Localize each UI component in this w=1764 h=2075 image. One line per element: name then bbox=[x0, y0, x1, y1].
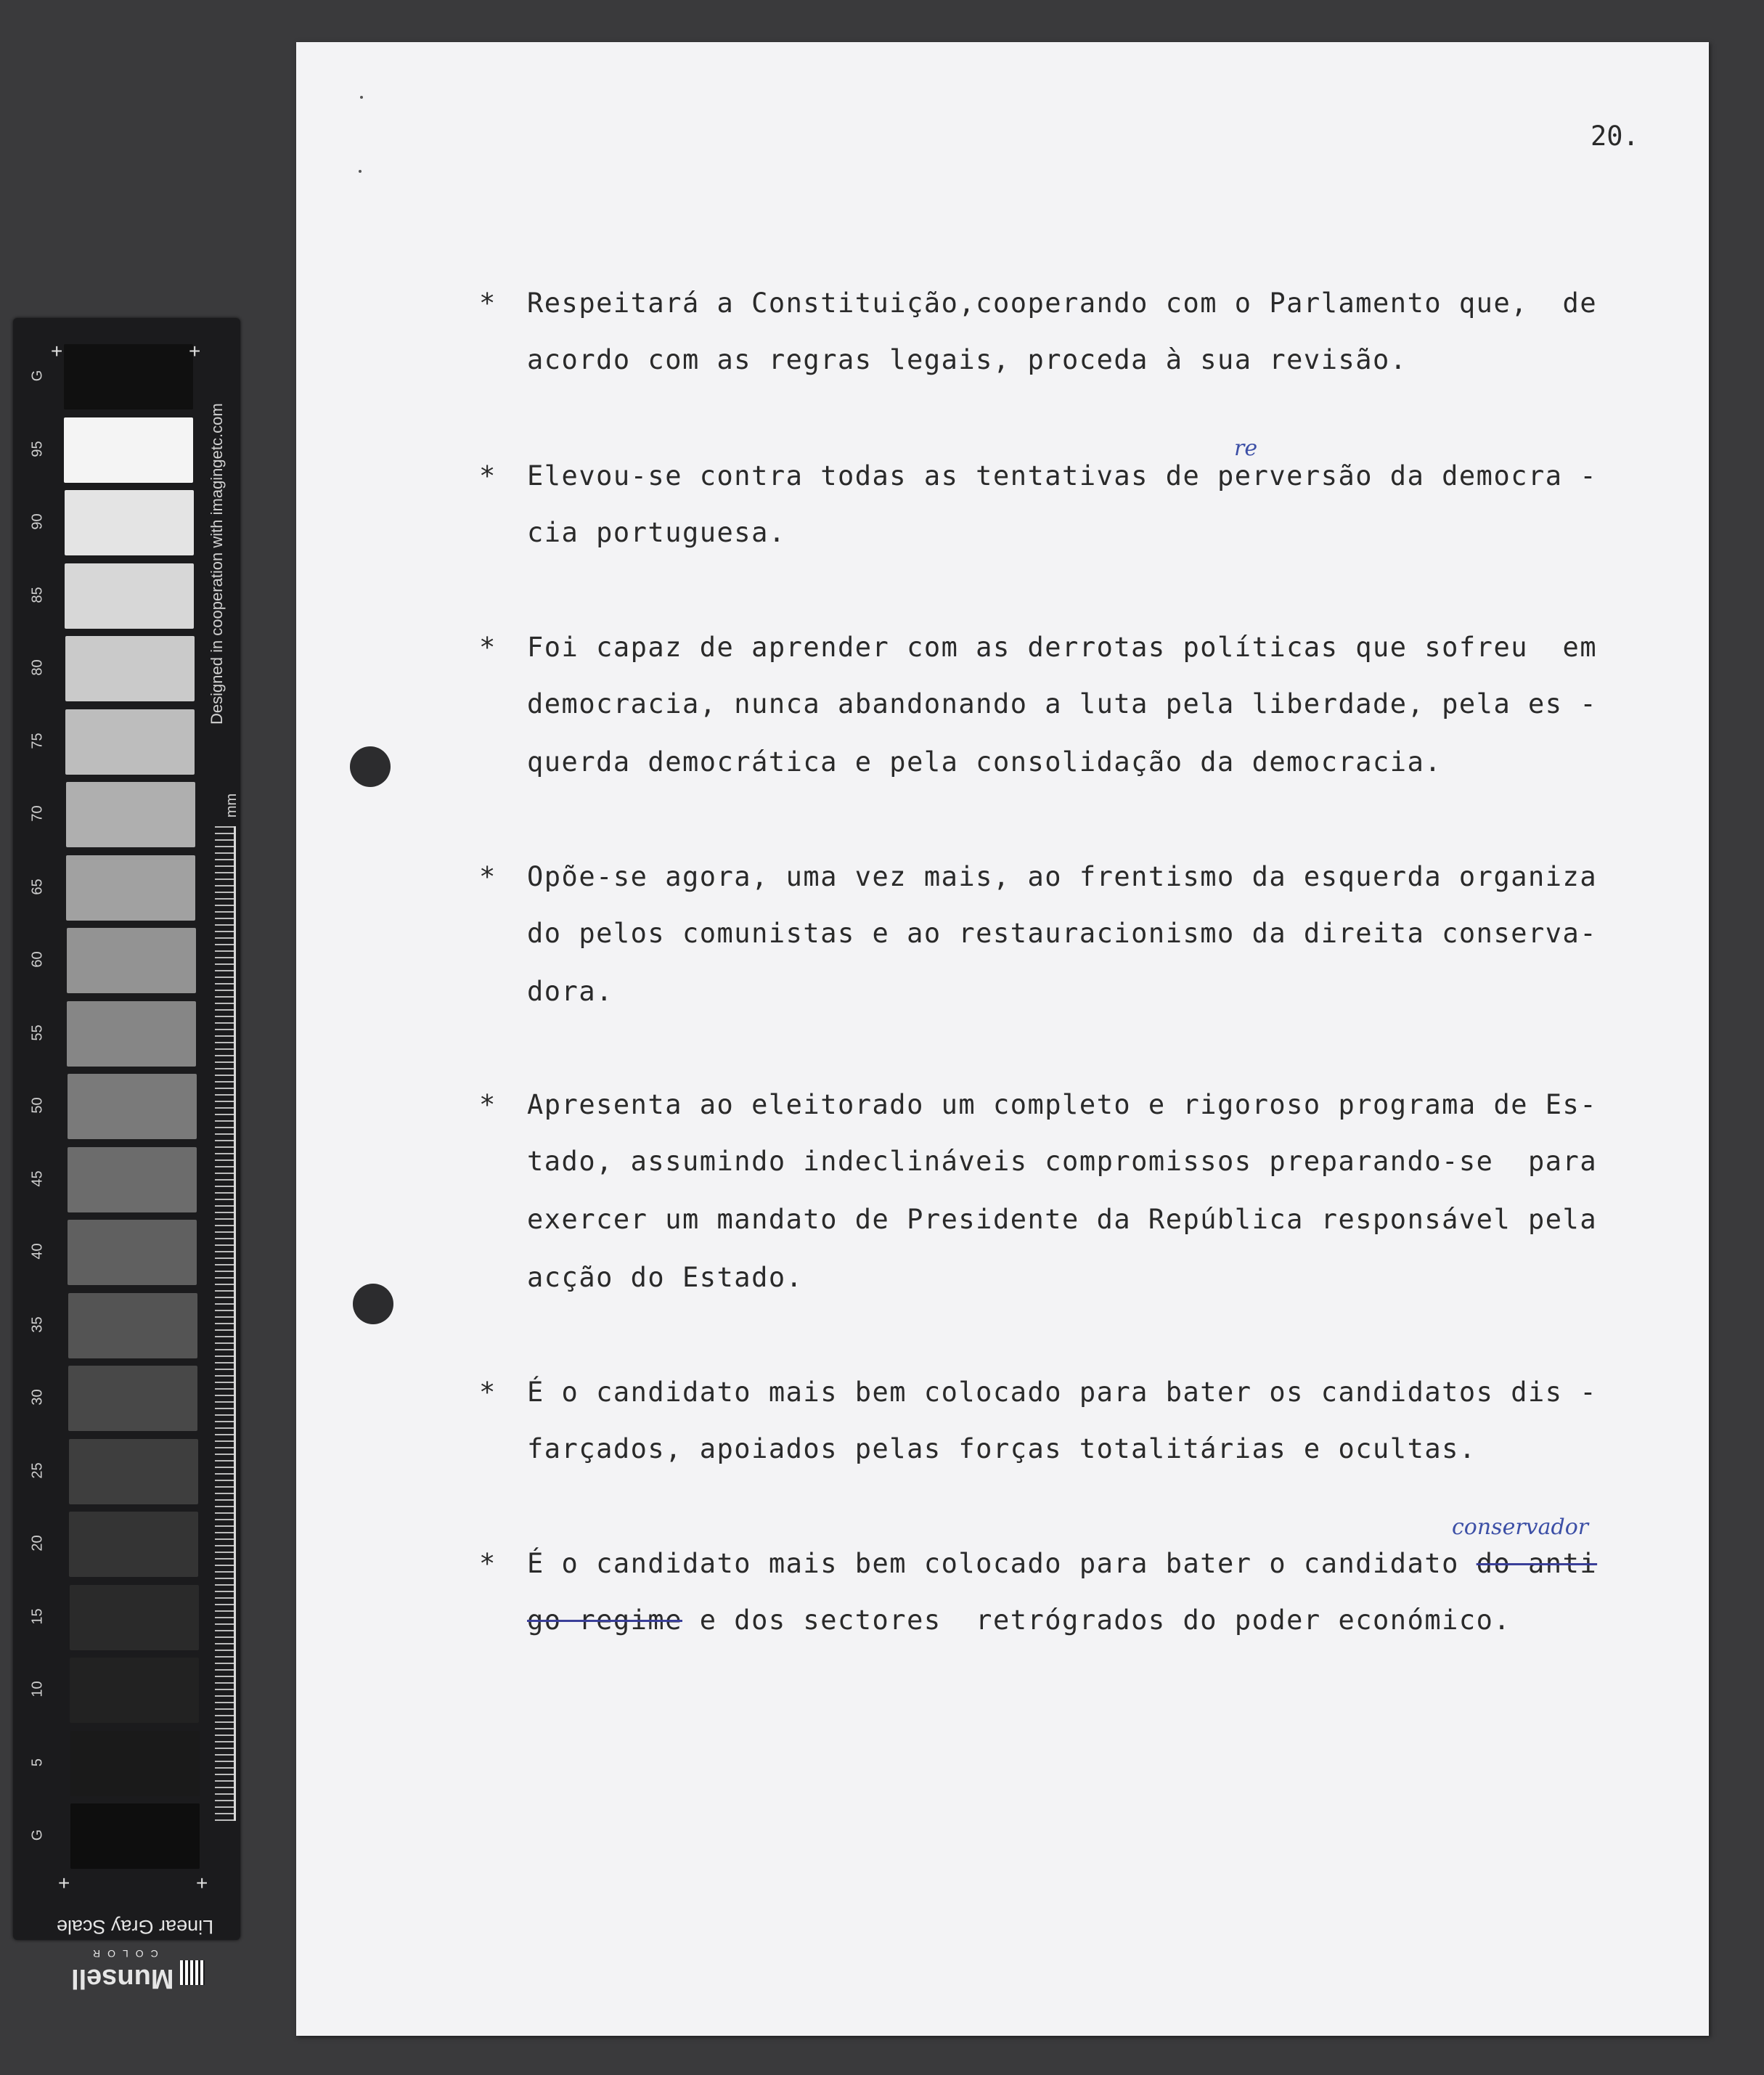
gray-scale-card: G 95 90 85 80 75 70 65 60 55 50 45 40 35 30 25 20 15 10 5 G + + + + Designed in cooperation with imagingetc.com mm Linear Gray Scale COLOR Munsell bbox=[13, 318, 240, 1940]
paper-speck bbox=[359, 170, 362, 173]
item-line: Opõe-se agora, uma vez mais, ao frentismo da esquerda organiza bbox=[527, 861, 1598, 892]
item-line: democracia, nunca abandonando a luta pela liberdade, pela es - bbox=[527, 688, 1598, 719]
gray-swatch bbox=[68, 1293, 197, 1358]
page-number: 20. bbox=[1591, 121, 1639, 152]
swatch-label: 65 bbox=[29, 878, 46, 895]
item-line bbox=[527, 1605, 1511, 1636]
gray-swatch bbox=[65, 490, 194, 555]
swatch-label: G bbox=[29, 1829, 46, 1841]
gray-swatch bbox=[68, 1147, 197, 1212]
ruler-unit: mm bbox=[224, 793, 240, 818]
swatch-label: 5 bbox=[29, 1758, 46, 1766]
bullet: * bbox=[479, 288, 496, 319]
swatch-label: 70 bbox=[29, 805, 46, 822]
swatch-label: 20 bbox=[29, 1535, 46, 1552]
swatch-label: 55 bbox=[29, 1024, 46, 1041]
item-line: acção do Estado. bbox=[527, 1262, 804, 1293]
swatch-label: 95 bbox=[29, 440, 46, 457]
struck-text: do anti bbox=[1476, 1548, 1598, 1579]
gray-swatch bbox=[68, 1074, 197, 1139]
gray-swatch bbox=[66, 855, 195, 921]
gray-swatch bbox=[70, 1585, 199, 1650]
card-brand-sub: COLOR bbox=[86, 1948, 158, 1960]
gray-swatch bbox=[70, 1731, 200, 1796]
swatch-label: 90 bbox=[29, 513, 46, 530]
bullet: * bbox=[479, 632, 496, 663]
swatch-label: 35 bbox=[29, 1316, 46, 1333]
gray-swatch bbox=[67, 928, 196, 993]
item-line: dora. bbox=[527, 976, 613, 1007]
gray-swatch bbox=[69, 1512, 198, 1577]
item-line: tado, assumindo indeclináveis compromissos preparando-se para bbox=[527, 1146, 1598, 1177]
bullet: * bbox=[479, 1377, 496, 1408]
gray-swatch bbox=[64, 417, 193, 483]
item-line: Respeitará a Constituição,cooperando com o Parlamento que, de bbox=[527, 288, 1598, 319]
bullet: * bbox=[479, 861, 496, 892]
item-line: do pelos comunistas e ao restauracionismo da direita conserva- bbox=[527, 918, 1598, 949]
item-line: Apresenta ao eleitorado um completo e rigoroso programa de Es- bbox=[527, 1089, 1598, 1120]
gray-swatch bbox=[64, 344, 193, 409]
registration-mark: + bbox=[58, 1872, 70, 1894]
struck-text: go regime bbox=[527, 1605, 682, 1636]
gray-swatch bbox=[65, 563, 194, 629]
bullet: * bbox=[479, 460, 496, 492]
gray-swatch bbox=[67, 1001, 196, 1067]
typed-page bbox=[296, 42, 1709, 2036]
punch-hole bbox=[353, 1284, 393, 1324]
item-line: Foi capaz de aprender com as derrotas políticas que sofreu em bbox=[527, 632, 1598, 663]
swatch-label: 80 bbox=[29, 659, 46, 676]
item-line: É o candidato mais bem colocado para bater os candidatos dis - bbox=[527, 1377, 1598, 1408]
item-text: É o candidato mais bem colocado para bater o candidato bbox=[527, 1548, 1477, 1579]
munsell-logo-icon bbox=[180, 1960, 205, 1985]
gray-swatch bbox=[70, 1658, 199, 1723]
registration-mark: + bbox=[189, 340, 201, 362]
gray-swatch bbox=[70, 1803, 200, 1869]
paper-speck bbox=[360, 96, 363, 99]
item-line: Elevou-se contra todas as tentativas de perversão da democra - bbox=[527, 460, 1598, 492]
swatch-label: 25 bbox=[29, 1462, 46, 1479]
card-title: Linear Gray Scale bbox=[57, 1916, 214, 1938]
item-line: cia portuguesa. bbox=[527, 517, 786, 548]
swatch-label: 30 bbox=[29, 1389, 46, 1406]
gray-swatch bbox=[65, 709, 195, 775]
bullet: * bbox=[479, 1089, 496, 1120]
handwritten-correction: re bbox=[1234, 436, 1258, 461]
swatch-label: 85 bbox=[29, 586, 46, 603]
item-line: exercer um mandato de Presidente da República responsável pela bbox=[527, 1204, 1598, 1235]
mm-ruler bbox=[215, 826, 235, 1821]
swatch-label: 15 bbox=[29, 1607, 46, 1625]
gray-swatch bbox=[68, 1366, 197, 1431]
swatch-label: G bbox=[29, 370, 46, 382]
item-line: farçados, apoiados pelas forças totalitárias e ocultas. bbox=[527, 1433, 1477, 1464]
registration-mark: + bbox=[51, 340, 63, 362]
item-line: querda democrática e pela consolidação da democracia. bbox=[527, 746, 1442, 778]
handwritten-correction: conservador bbox=[1452, 1515, 1589, 1540]
gray-swatch bbox=[66, 782, 195, 847]
card-brand: Munsell bbox=[71, 1963, 174, 1994]
punch-hole bbox=[350, 746, 391, 787]
swatch-label: 75 bbox=[29, 732, 46, 749]
item-line bbox=[527, 1548, 1597, 1579]
ruler-spine bbox=[234, 826, 236, 1821]
swatch-label: 50 bbox=[29, 1097, 46, 1114]
swatch-label: 10 bbox=[29, 1681, 46, 1697]
bullet: * bbox=[479, 1548, 496, 1579]
item-line: acordo com as regras legais, proceda à sua revisão. bbox=[527, 344, 1408, 375]
swatch-label: 45 bbox=[29, 1170, 46, 1187]
swatch-label: 40 bbox=[29, 1243, 46, 1260]
item-text: e dos sectores retrógrados do poder económico. bbox=[682, 1605, 1511, 1636]
swatch-label: 60 bbox=[29, 951, 46, 968]
registration-mark: + bbox=[196, 1872, 208, 1894]
gray-swatch bbox=[65, 636, 195, 701]
gray-swatch bbox=[69, 1439, 198, 1504]
gray-swatch bbox=[68, 1220, 197, 1285]
